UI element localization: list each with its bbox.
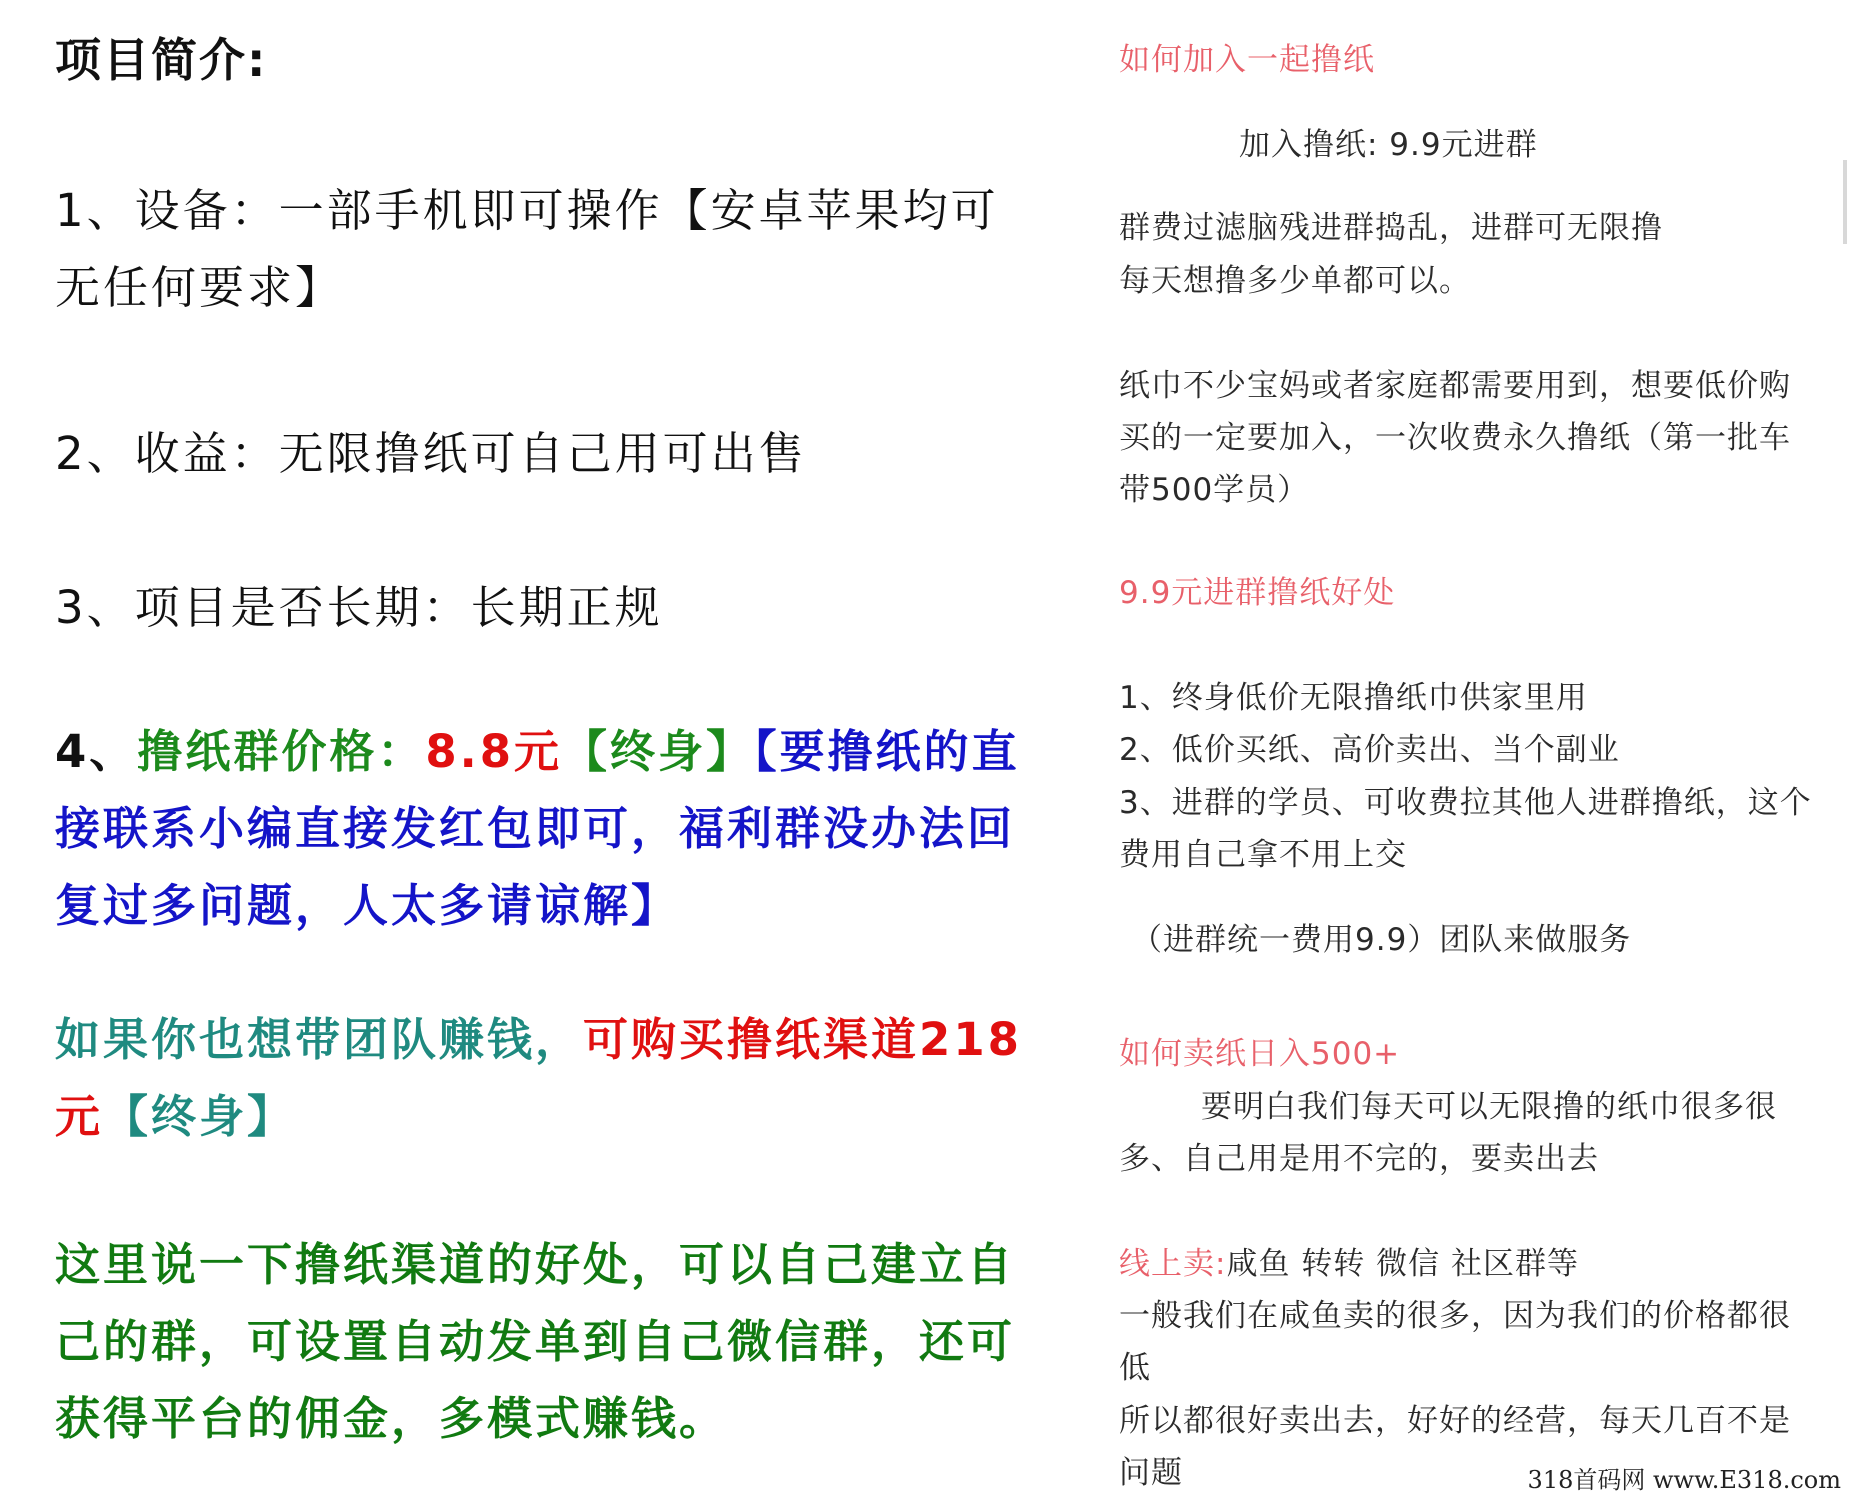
online-detail-2: 所以都很好卖出去，好好的经营，每天几百不是问题 [1119, 1403, 1791, 1491]
item-price-prefix: 4、 [55, 725, 138, 778]
item-price-term: 【终身】 [562, 725, 755, 778]
benefit-paragraph [55, 1226, 1030, 1457]
team-paragraph [55, 1001, 1030, 1155]
team-buy: 可购买撸纸渠道 [583, 1013, 920, 1066]
fee-line-2: 每天想撸多少单都可以。 [1119, 263, 1471, 299]
benefit-text: 这里说一下撸纸渠道的好处，可以自己建立自己的群，可设置自动发单到自己微信群，还可获得平台的佣金，多模式赚钱。 [55, 1238, 1016, 1445]
heading-sell: 如何卖纸日入500+ [1119, 1036, 1401, 1072]
project-intro-title: 项目简介: [55, 33, 268, 87]
team-text: 如果你也想带团队赚钱， [55, 1013, 584, 1066]
item-income: 2、收益：无限撸纸可自己用可出售 [55, 427, 807, 480]
benefit-1: 1、终身低价无限撸纸巾供家里用 [1119, 680, 1588, 716]
paper-text: 纸巾不少宝妈或者家庭都需要用到，想要低价购买的一定要加入，一次收费永久撸纸（第一批车带500学员） [1119, 368, 1791, 508]
item-price [55, 713, 1030, 944]
sell-text [1119, 1081, 1819, 1185]
team-term: 【终身】 [103, 1090, 296, 1143]
online-channels: 咸鱼 转转 微信 社区群等 [1226, 1246, 1580, 1282]
fee-line-1: 群费过滤脑残进群捣乱，进群可无限撸 [1119, 210, 1663, 246]
item-price-value: 8.8元 [425, 725, 563, 778]
online-label: 线上卖: [1119, 1246, 1227, 1282]
scrollbar-thumb[interactable] [1843, 160, 1847, 244]
item-device: 1、设备：一部手机即可操作【安卓苹果均可无任何要求】 [55, 184, 999, 314]
benefit-2: 2、低价买纸、高价卖出、当个副业 [1119, 732, 1620, 768]
item-price-label: 撸纸群价格： [137, 725, 426, 778]
item-long-term: 3、项目是否长期：长期正规 [55, 581, 663, 634]
online-detail-1: 一般我们在咸鱼卖的很多，因为我们的价格都很低 [1119, 1298, 1791, 1386]
online-channels-line [1119, 1238, 1819, 1290]
benefit-3: 3、进群的学员、可收费拉其他人进群撸纸，这个费用自己拿不用上交 [1119, 785, 1812, 873]
team-price: 218元 [55, 1013, 1022, 1143]
join-price: 加入撸纸: 9.9元进群 [1239, 127, 1538, 163]
item-price-note: 【要撸纸的直接联系小编直接发红包即可，福利群没办法回复过多问题，人太多请谅解】 [55, 725, 1020, 932]
unified-fee: （进群统一费用9.9）团队来做服务 [1131, 922, 1632, 958]
heading-how-to-join: 如何加入一起撸纸 [1119, 42, 1375, 78]
heading-benefits: 9.9元进群撸纸好处 [1119, 575, 1396, 611]
sell-text-body: 要明白我们每天可以无限撸的纸巾很多很多、自己用是用不完的，要卖出去 [1119, 1089, 1777, 1177]
watermark: 318首码网 www.E318.com [1527, 1466, 1841, 1494]
